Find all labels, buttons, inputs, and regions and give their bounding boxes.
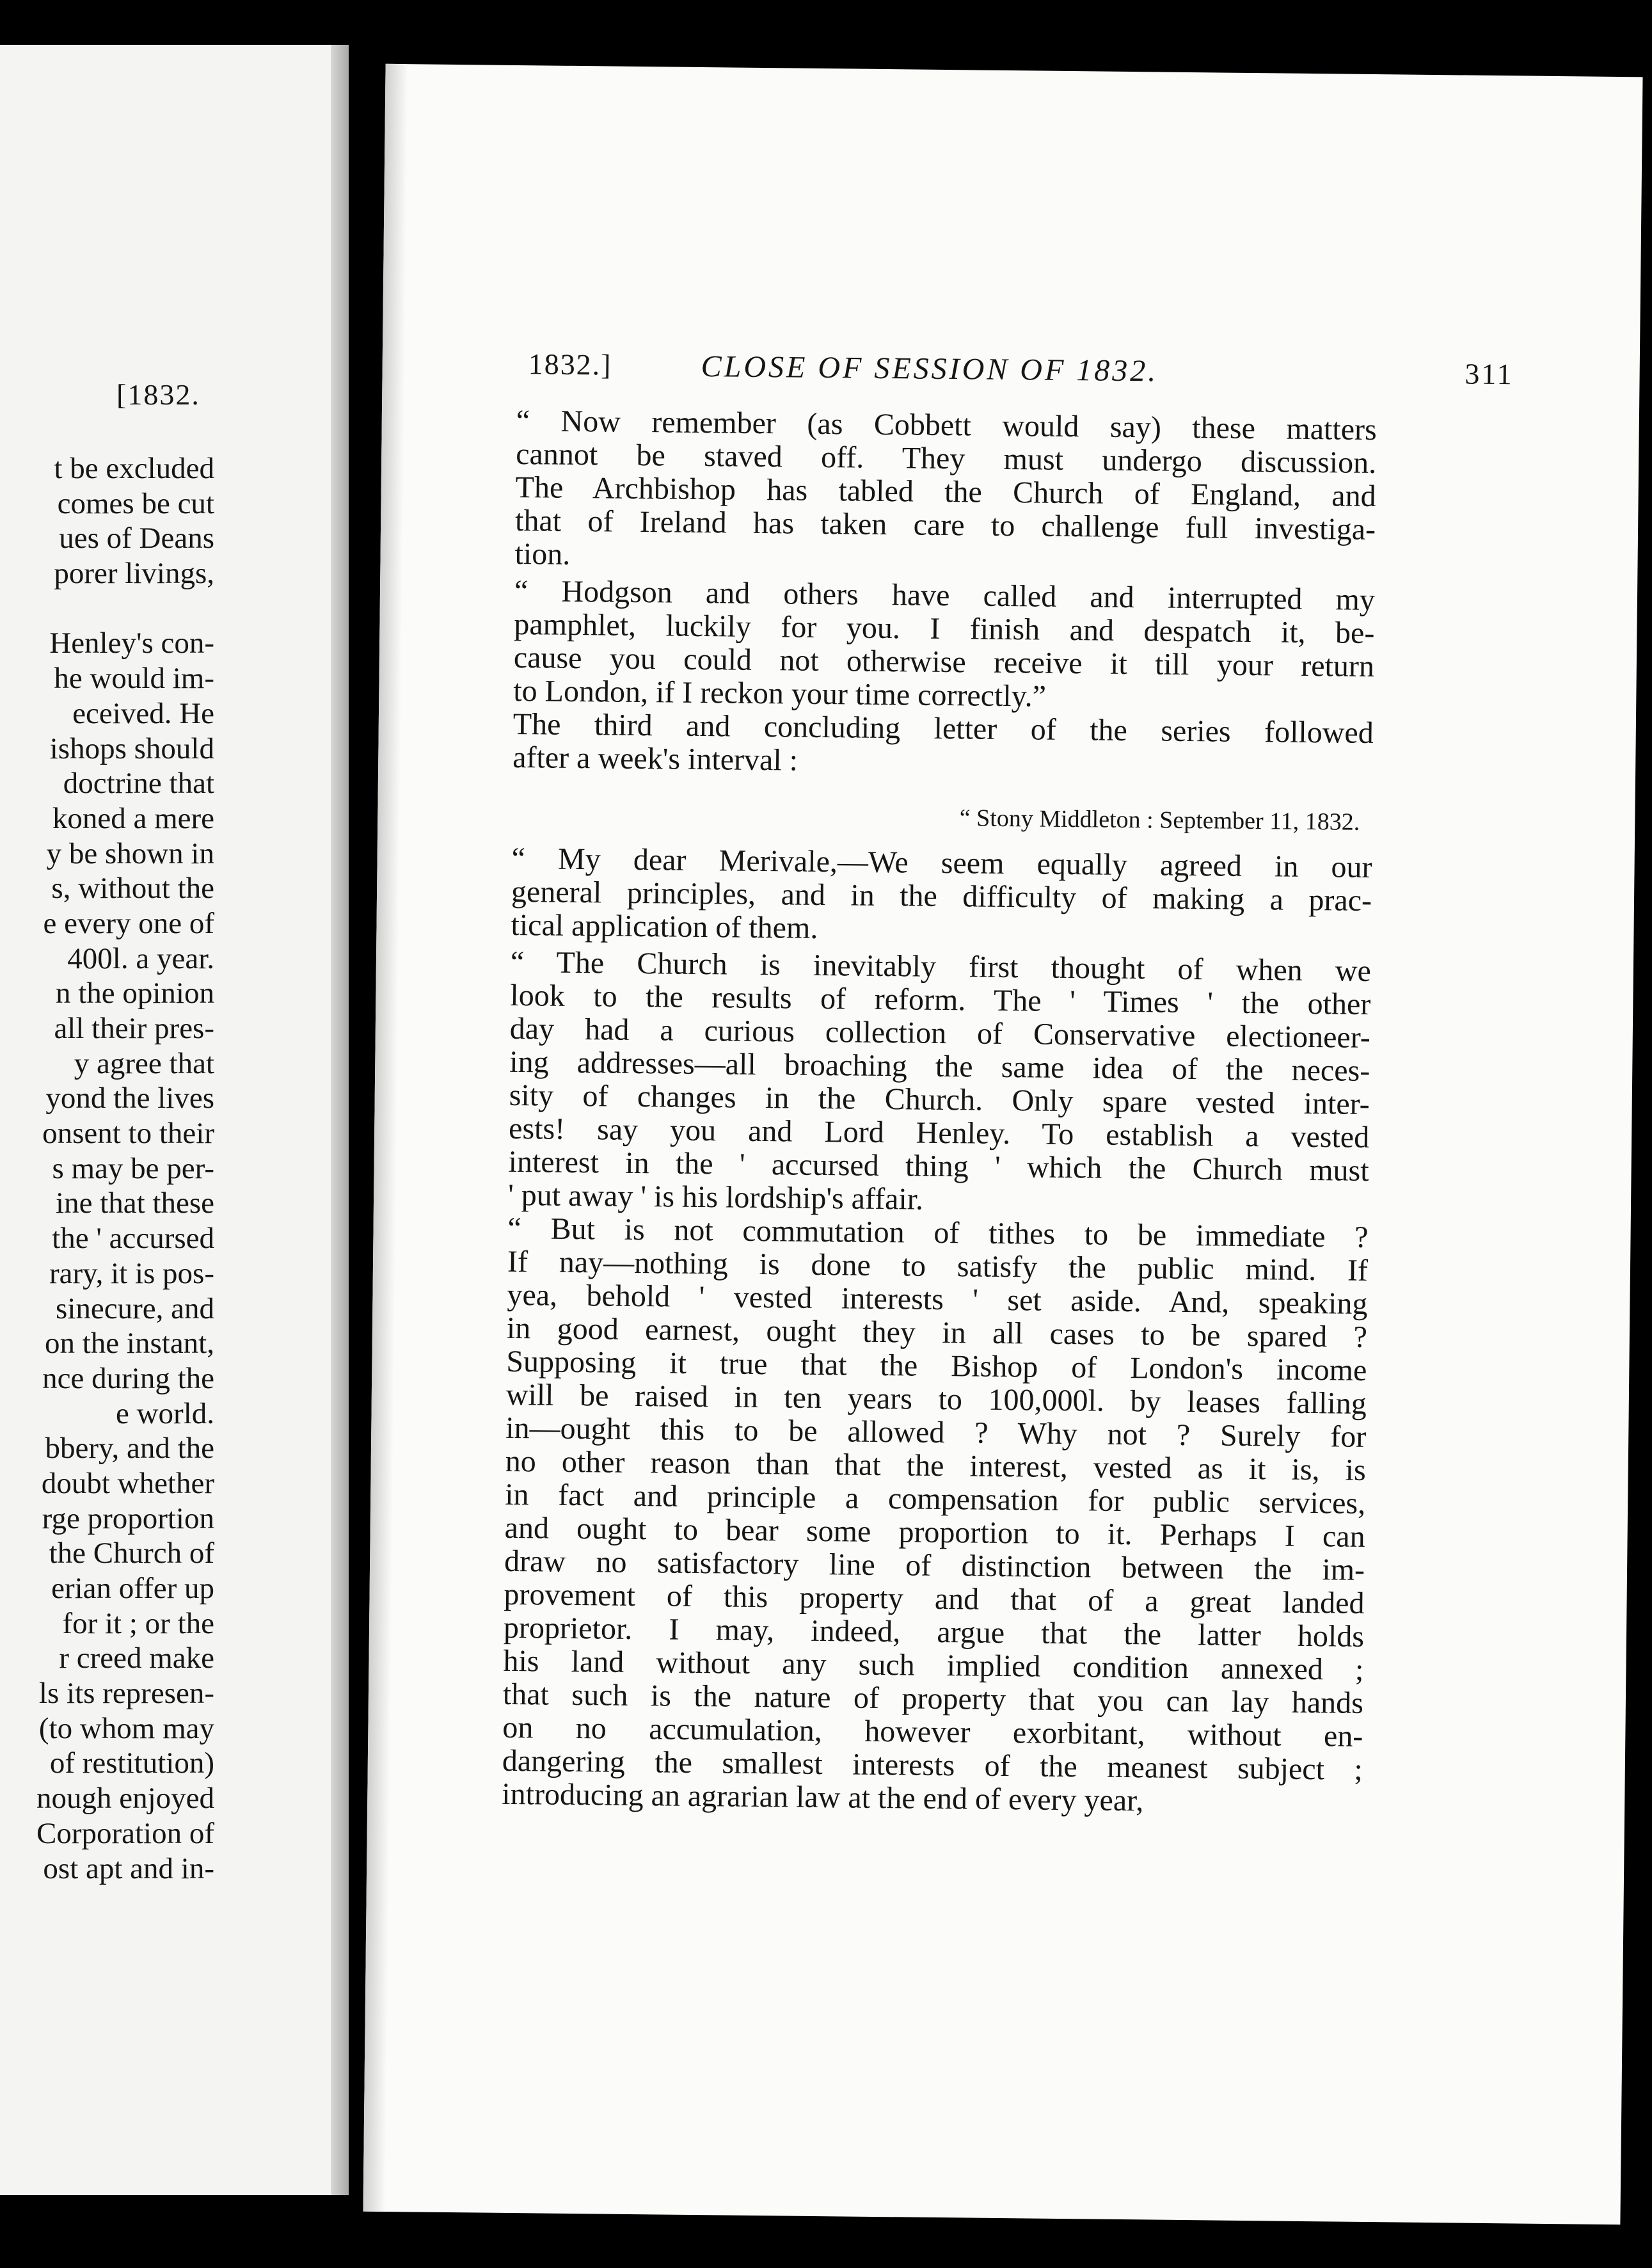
- text-line: the ' accursed: [52, 1222, 214, 1256]
- text-line: Henley's con-: [49, 627, 214, 660]
- text-line: ishops should: [49, 731, 214, 765]
- paragraph: [514, 404, 1377, 580]
- text-line: eceived. He: [72, 696, 214, 730]
- text-line: cannot be staved off. They must undergo discussion.: [515, 436, 1377, 481]
- text-line: general principles, and in the difficulty of making a prac-: [511, 874, 1372, 918]
- text-line: “ The Church is inevitably first thought of when we: [510, 945, 1372, 989]
- text-line: Supposing it true that the Bishop of London's income: [506, 1344, 1367, 1387]
- text-line: look to the results of reform. The ' Times ' the other: [510, 978, 1371, 1022]
- text-line: Corporation of: [36, 1816, 214, 1850]
- text-line: after a week's interval :: [512, 740, 798, 778]
- text-line: “ Now remember (as Cobbett would say) these matters: [516, 403, 1378, 447]
- text-line: all their pres-: [54, 1012, 214, 1045]
- text-line: The Archbishop has tabled the Church of England, and: [515, 470, 1376, 514]
- text-line: doctrine that: [63, 767, 214, 801]
- text-line: ests! say you and Lord Henley. To establish a vested: [508, 1111, 1370, 1154]
- text-line: sity of changes in the Church. Only spare vested inter-: [509, 1078, 1370, 1121]
- text-line: onsent to their: [42, 1117, 214, 1151]
- text-line: for it ; or the: [62, 1606, 214, 1640]
- page-gutter-shadow: [331, 45, 349, 2195]
- text-line: comes be cut: [57, 486, 214, 520]
- text-line: tion.: [514, 536, 571, 571]
- running-head-year: 1832.]: [528, 347, 612, 381]
- text-line: ls its represen-: [38, 1677, 214, 1711]
- text-line: e every one of: [43, 906, 214, 940]
- paragraph: [511, 842, 1372, 951]
- text-line: rge proportion: [42, 1501, 214, 1535]
- text-line: dangering the smallest interests of the meanest subject ;: [502, 1743, 1363, 1787]
- text-line: 400l. a year.: [67, 941, 214, 975]
- text-line: the Church of: [49, 1537, 214, 1570]
- text-line: cause you could not otherwise receive it till your return: [513, 640, 1375, 684]
- text-line: doubt whether: [41, 1466, 214, 1500]
- text-line: bbery, and the: [45, 1432, 214, 1465]
- left-running-head: [1832.: [116, 378, 200, 411]
- text-line: r creed make: [59, 1641, 214, 1675]
- paragraph: [502, 1212, 1369, 1820]
- running-head-title: CLOSE OF SESSION OF 1832.: [701, 349, 1159, 388]
- text-line: and ought to bear some proportion to it. Perhaps I can: [504, 1510, 1365, 1554]
- text-line: in fact and principle a compensation for public services,: [504, 1477, 1366, 1521]
- text-line: sinecure, and: [56, 1291, 214, 1325]
- text-line: ues of Deans: [59, 522, 214, 555]
- text-line: yea, behold ' vested interests ' set aside. And, speaking: [507, 1277, 1368, 1321]
- body-text: [502, 404, 1377, 1820]
- text-line: “ My dear Merivale,—We seem equally agreed in our: [511, 841, 1372, 885]
- text-line: ing addresses—all broaching the same idea of the neces-: [509, 1044, 1370, 1089]
- text-line: e world.: [115, 1396, 214, 1430]
- paragraph: [512, 708, 1374, 783]
- page-number: 311: [1465, 357, 1514, 391]
- text-line: nce during the: [42, 1361, 214, 1395]
- letter-dateline: “ Stony Middleton : September 11, 1832.: [959, 804, 1360, 836]
- paragraph: [513, 575, 1375, 717]
- paragraph: [508, 946, 1371, 1221]
- text-line: that of Ireland has taken care to challenge full investiga-: [514, 503, 1376, 547]
- text-line: day had a curious collection of Conservative electioneer-: [509, 1011, 1371, 1055]
- text-line: he would im-: [54, 662, 214, 696]
- text-line: koned a mere: [52, 801, 214, 835]
- text-line: in—ought this to be allowed ? Why not ? Surely for: [505, 1410, 1367, 1454]
- right-page: [363, 64, 1642, 2224]
- text-line: (to whom may: [38, 1711, 214, 1745]
- text-line: tical application of them.: [511, 907, 818, 945]
- text-line: porer livings,: [54, 557, 214, 591]
- text-line: no other reason than that the interest, vested as it is, is: [505, 1444, 1366, 1487]
- text-line: on no accumulation, however exorbitant, without en-: [502, 1710, 1363, 1753]
- text-line: rary, it is pos-: [49, 1256, 214, 1290]
- text-line: proprietor. I may, indeed, argue that the latter holds: [503, 1610, 1365, 1654]
- text-line: his land without any such implied condition annexed ;: [503, 1643, 1364, 1687]
- text-line: The third and concluding letter of the series followed: [512, 707, 1374, 751]
- text-line: on the instant,: [45, 1327, 214, 1361]
- text-line: draw no satisfactory line of distinction between the im-: [504, 1544, 1365, 1587]
- text-line: erian offer up: [51, 1572, 214, 1605]
- text-line: of restitution): [49, 1746, 214, 1780]
- text-line: y be shown in: [46, 836, 214, 870]
- text-line: nough enjoyed: [36, 1782, 214, 1816]
- text-line: If nay—nothing is done to satisfy the public mind. If: [507, 1244, 1369, 1288]
- left-page: [0, 45, 349, 2195]
- text-line: to London, if I reckon your time correctly.”: [513, 673, 1047, 714]
- text-line: “ Hodgson and others have called and interrupted my: [514, 573, 1376, 618]
- text-line: “ But is not commutation of tithes to be immediate ?: [507, 1211, 1369, 1254]
- text-line: will be raised in ten years to 100,000l. by leases falling: [505, 1377, 1367, 1421]
- text-line: that such is the nature of property that you can lay hands: [502, 1677, 1364, 1720]
- text-line: [0, 591, 214, 627]
- text-line: s, without the: [51, 872, 214, 906]
- left-text-column: [0, 451, 214, 1886]
- running-head: [528, 347, 1514, 391]
- text-line: s may be per-: [52, 1151, 214, 1185]
- text-line: pamphlet, luckily for you. I finish and despatch it, be-: [514, 607, 1375, 651]
- text-line: n the opinion: [55, 977, 214, 1010]
- text-line: yond the lives: [45, 1082, 214, 1115]
- page-binding-shadow: [363, 64, 408, 2212]
- text-line: t be excluded: [54, 452, 214, 485]
- text-line: y agree that: [74, 1046, 214, 1080]
- text-line: in good earnest, ought they in all cases to be spared ?: [506, 1311, 1368, 1354]
- text-line: introducing an agrarian law at the end of every year,: [502, 1777, 1144, 1818]
- text-line: ine that these: [56, 1186, 214, 1220]
- text-line: ost apt and in-: [43, 1851, 214, 1885]
- text-line: provement of this property and that of a great landed: [504, 1577, 1365, 1620]
- text-line: ' put away ' is his lordship's affair.: [507, 1178, 924, 1217]
- text-line: interest in the ' accursed thing ' which the Church must: [508, 1144, 1369, 1188]
